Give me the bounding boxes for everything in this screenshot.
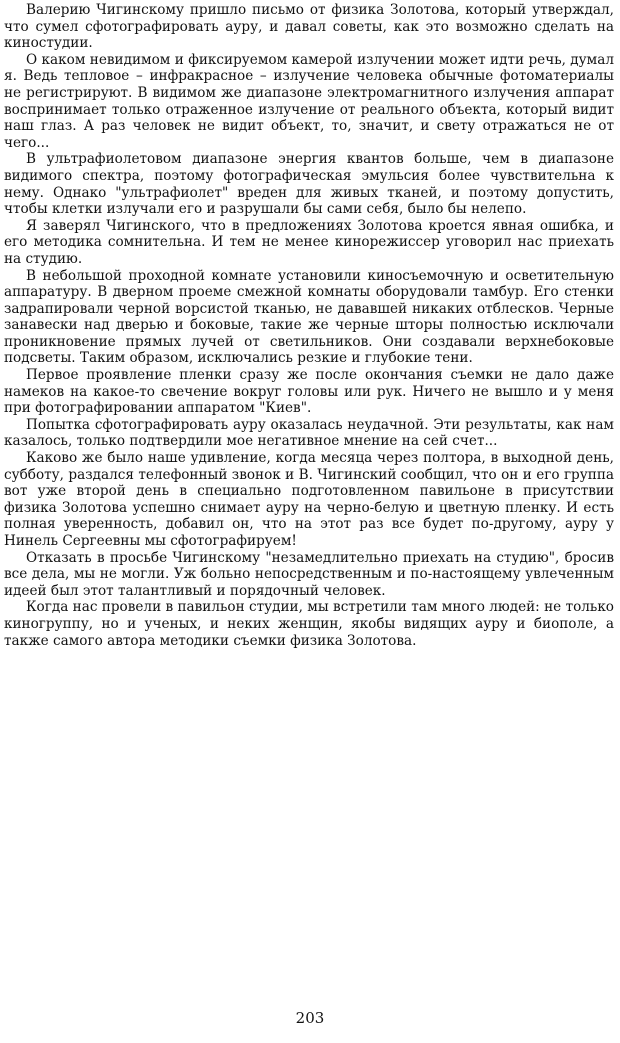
paragraph-9: Отказать в просьбе Чигинскому "незамедлительно приехать на студию", бросив все дела, мы не могли. Уж больно непосредственным и по-настоящему увлеченным идеей был этот талантливый и порядочный человек. xyxy=(4,549,614,599)
paragraph-10: Когда нас провели в павильон студии, мы встретили там много людей: не только киногруппу, но и ученых, и неких женщин, якобы видящих ауру и биополе, а также самого автора методики съемки физика Золотова. xyxy=(4,599,614,649)
paragraph-2: О каком невидимом и фиксируемом камерой излучении может идти речь, думал я. Ведь тепловое – инфракрасное – излучение человека обычные фотоматериалы не регистрируют. В видимом же диапазоне электромагнитного излучения аппарат воспринимает только отраженное излучение от реального объекта, который видит наш глаз. А раз человек не видит объект, то, значит, и свету отражаться не от чего... xyxy=(4,51,614,151)
paragraph-5: В небольшой проходной комнате установили киносъемочную и осветительную аппаратуру. В дверном проеме смежной комнаты оборудовали тамбур. Его стенки задрапировали черной ворсистой тканью, не дававшей никаких отблесков. Черные занавески над дверью и боковые, такие же черные шторы полностью исключали проникновение прямых лучей от светильников. Они создавали верхнебоковые подсветы. Таким образом, исключались резкие и глубокие тени. xyxy=(4,267,614,367)
paragraph-6: Первое проявление пленки сразу же после окончания съемки не дало даже намеков на какое-то свечение вокруг головы или рук. Ничего не вышло и у меня при фотографировании аппаратом "Киев". xyxy=(4,367,614,417)
paragraph-3: В ультрафиолетовом диапазоне энергия квантов больше, чем в диапазоне видимого спектра, поэтому фотографическая эмульсия более чувствительна к нему. Однако "ультрафиолет" вреден для живых тканей, и поэтому допустить, чтобы клетки излучали его и разрушали бы сами себя, было бы нелепо. xyxy=(4,151,614,218)
paragraph-4: Я заверял Чигинского, что в предложениях Золотова кроется явная ошибка, и его методика сомнительна. И тем не менее кинорежиссер уговорил нас приехать на студию. xyxy=(4,217,614,267)
paragraph-8: Каково же было наше удивление, когда месяца через полтора, в выходной день, субботу, раздался телефонный звонок и В. Чигинский сообщил, что он и его группа вот уже второй день в специально подготовленном павильоне в присутствии физика Золотова успешно снимает ауру на черно-белую и цветную пленку. И есть полная уверенность, добавил он, что на этот раз все будет по-другому, ауру у Нинель Сергеевны мы сфотографируем! xyxy=(4,450,614,549)
paragraph-7: Попытка сфотографировать ауру оказалась неудачной. Эти результаты, как нам казалось, только подтвердили мое негативное мнение на сей счет... xyxy=(4,416,614,450)
paragraph-1: Валерию Чигинскому пришло письмо от физика Золотова, который утверждал, что сумел сфотографировать ауру, и давал советы, как это возможно сделать на киностудии. xyxy=(4,2,614,52)
page-number: 203 xyxy=(295,1009,325,1027)
